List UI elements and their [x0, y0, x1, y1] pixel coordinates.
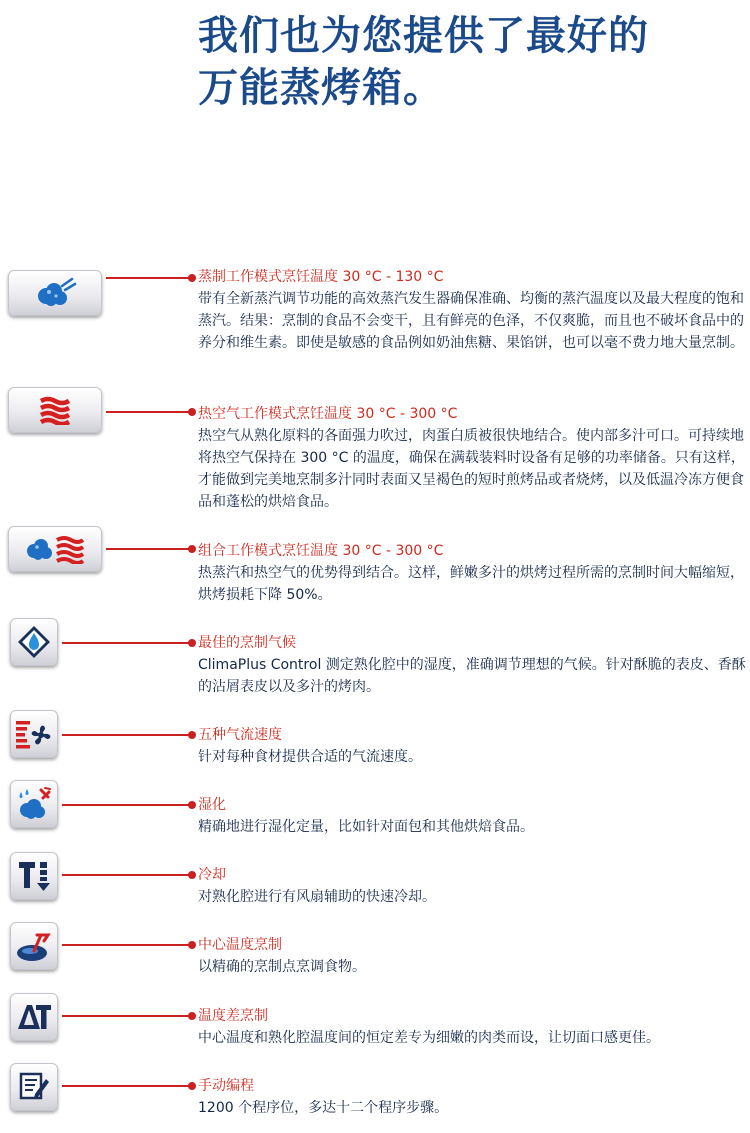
feature-text [198, 632, 746, 698]
manual-programming-button[interactable] [10, 1063, 58, 1111]
feature-text [198, 934, 746, 978]
connector-line [62, 642, 192, 644]
connector-line [106, 411, 192, 413]
feature-title: 最佳的烹制气候 [198, 635, 296, 651]
steam-icon [32, 276, 78, 310]
feature-title: 温度差烹制 [198, 1008, 268, 1024]
connector-line [62, 1085, 192, 1087]
feature-text [198, 403, 746, 513]
feature-title: 手动编程 [198, 1078, 254, 1094]
feature-description: ClimaPlus Control 测定熟化腔中的湿度，准确调节理想的气候。针对酥脆的表皮、香酥的沾屑表皮以及多汁的烤肉。 [198, 657, 746, 695]
feature-description: 热空气从熟化原料的各面强力吹过，肉蛋白质被很快地结合。使内部多汁可口。可持续地将热空气保持在 300 °C 的温度，确保在满载装料时设备有足够的功率储备。只有这样，才能做到完美地烹制多汁同时表面又呈褐色的短时煎烤品或者烧烤，以及低温冷冻方便食品和蓬松的烘焙食品。 [198, 428, 745, 510]
core-temperature-icon [15, 929, 53, 963]
feature-title: 蒸制工作模式烹饪温度 30 °C - 130 °C [198, 269, 444, 285]
feature-text [198, 266, 746, 354]
fan-speed-icon [15, 717, 53, 751]
fan-speed-button[interactable] [10, 710, 58, 758]
steam-mode-button[interactable] [8, 270, 102, 316]
connector-line [62, 1015, 192, 1017]
page-title-line-1: 我们也为您提供了最好的 [198, 13, 649, 59]
core-temperature-button[interactable] [10, 922, 58, 970]
feature-description: 带有全新蒸汽调节功能的高效蒸汽发生器确保准确、均衡的蒸汽温度以及最大程度的饱和蒸汽。结果：烹制的食品不会变干，且有鲜亮的色泽，不仅爽脆，而且也不破坏食品中的养分和维生素。即使是敏感的食品例如奶油焦糖、果馅饼，也可以毫不费力地大量烹制。 [198, 291, 744, 351]
hot-air-mode-button[interactable] [8, 387, 102, 433]
humidify-icon [15, 786, 53, 822]
feature-text [198, 540, 746, 606]
feature-text [198, 864, 746, 908]
feature-description: 精确地进行湿化定量，比如针对面包和其他烘焙食品。 [198, 819, 534, 835]
page-title [198, 10, 738, 114]
feature-text [198, 724, 746, 768]
combi-mode-icon [23, 534, 87, 564]
connector-line [62, 874, 192, 876]
feature-title: 热空气工作模式烹饪温度 30 °C - 300 °C [198, 406, 458, 422]
connector-line [62, 734, 192, 736]
page-title-line-2: 万能蒸烤箱。 [198, 65, 444, 111]
cooling-icon [16, 858, 52, 894]
climate-control-button[interactable] [10, 618, 58, 666]
feature-description: 热蒸汽和热空气的优势得到结合。这样，鲜嫩多汁的烘烤过程所需的烹制时间大幅缩短，烘烤损耗下降 50%。 [198, 565, 744, 603]
cooling-button[interactable] [10, 852, 58, 900]
feature-text [198, 1005, 746, 1049]
feature-title: 组合工作模式烹饪温度 30 °C - 300 °C [198, 543, 444, 559]
climate-control-icon [16, 624, 52, 660]
manual-programming-icon [17, 1070, 51, 1104]
feature-text [198, 1075, 746, 1119]
connector-line [62, 804, 192, 806]
feature-title: 冷却 [198, 867, 226, 883]
delta-t-icon [16, 1001, 52, 1033]
combi-mode-button[interactable] [8, 526, 102, 572]
feature-title: 湿化 [198, 797, 226, 813]
feature-text [198, 794, 746, 838]
feature-title: 五种气流速度 [198, 727, 282, 743]
connector-line [62, 944, 192, 946]
hot-air-icon [38, 395, 72, 425]
connector-line [106, 548, 192, 550]
feature-title: 中心温度烹制 [198, 937, 282, 953]
feature-description: 以精确的烹制点烹调食物。 [198, 959, 366, 975]
feature-description: 中心温度和熟化腔温度间的恒定差专为细嫩的肉类而设，让切面口感更佳。 [198, 1030, 660, 1046]
connector-line [106, 277, 192, 279]
feature-description: 1200 个程序位，多达十二个程序步骤。 [198, 1100, 449, 1116]
delta-t-button[interactable] [10, 993, 58, 1041]
feature-description: 针对每种食材提供合适的气流速度。 [198, 749, 422, 765]
humidify-button[interactable] [10, 780, 58, 828]
feature-description: 对熟化腔进行有风扇辅助的快速冷却。 [198, 889, 436, 905]
